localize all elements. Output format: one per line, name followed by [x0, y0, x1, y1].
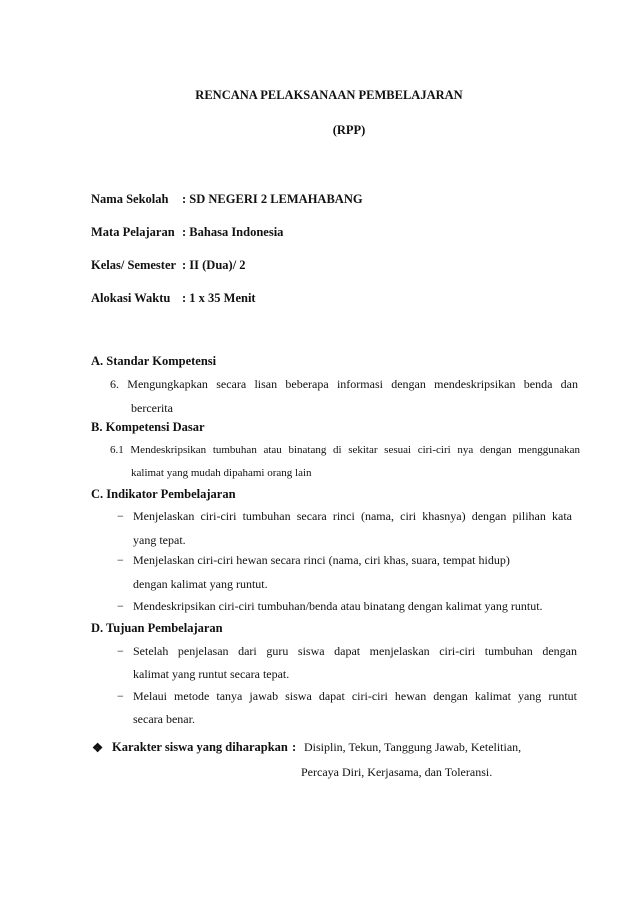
info-label: Kelas/ Semester — [91, 258, 177, 272]
info-row-school — [91, 192, 363, 207]
info-value: : 1 x 35 Menit — [182, 291, 256, 305]
indicator-line: Menjelaskan ciri-ciri hewan secara rinci (nama, ciri khas, suara, tempat hidup) — [133, 553, 510, 567]
info-label: Mata Pelajaran — [91, 225, 175, 239]
diamond-bullet-icon: ❖ — [92, 741, 104, 755]
info-value: : Bahasa Indonesia — [182, 225, 284, 239]
character-colon: : — [292, 740, 297, 754]
document-subtitle: (RPP) — [332, 123, 366, 137]
dash-bullet: − — [117, 553, 124, 567]
character-line: Percaya Diri, Kerjasama, dan Toleransi. — [301, 765, 493, 779]
info-row-time — [91, 291, 256, 306]
objective-line: kalimat yang runtut secara tepat. — [133, 667, 290, 681]
section-b-heading: B. Kompetensi Dasar — [91, 420, 205, 434]
indicator-line: Mendeskripsikan ciri-ciri tumbuhan/benda atau binatang dengan kalimat yang runtut. — [133, 599, 543, 613]
dash-bullet: − — [117, 644, 124, 658]
dash-bullet: − — [117, 599, 124, 613]
objective-line: secara benar. — [133, 712, 195, 726]
section-b-line: kalimat yang mudah dipahami orang lain — [131, 467, 312, 479]
info-label: Alokasi Waktu — [91, 291, 171, 305]
indicator-line: Menjelaskan ciri-ciri tumbuhan secara rinci (nama, ciri khasnya) dengan pilihan kata — [133, 509, 572, 523]
character-label: Karakter siswa yang diharapkan — [112, 740, 288, 754]
dash-bullet: − — [117, 509, 124, 523]
section-c-heading: C. Indikator Pembelajaran — [91, 487, 236, 501]
objective-line: Setelah penjelasan dari guru siswa dapat menjelaskan ciri-ciri tumbuhan dengan — [133, 644, 577, 658]
section-a-line: bercerita — [131, 401, 173, 415]
section-b-line: 6.1 Mendeskripsikan tumbuhan atau binatang di sekitar sesuai ciri-ciri nya dengan menggunakan — [110, 444, 580, 456]
indicator-line: dengan kalimat yang runtut. — [133, 577, 268, 591]
indicator-line: yang tepat. — [133, 533, 186, 547]
objective-line: Melaui metode tanya jawab siswa dapat ciri-ciri hewan dengan kalimat yang runtut — [133, 689, 577, 703]
document-title: RENCANA PELAKSANAAN PEMBELAJARAN — [195, 88, 463, 102]
info-label: Nama Sekolah — [91, 192, 169, 206]
info-value: : II (Dua)/ 2 — [182, 258, 246, 272]
info-row-class-semester — [91, 258, 246, 273]
section-d-heading: D. Tujuan Pembelajaran — [91, 621, 223, 635]
dash-bullet: − — [117, 689, 124, 703]
info-value: : SD NEGERI 2 LEMAHABANG — [182, 192, 363, 206]
section-a-line: 6. Mengungkapkan secara lisan beberapa informasi dengan mendeskripsikan benda dan — [110, 377, 578, 391]
section-a-heading: A. Standar Kompetensi — [91, 354, 217, 368]
character-line: Disiplin, Tekun, Tanggung Jawab, Ketelitian, — [304, 740, 522, 754]
info-row-subject — [91, 225, 283, 240]
